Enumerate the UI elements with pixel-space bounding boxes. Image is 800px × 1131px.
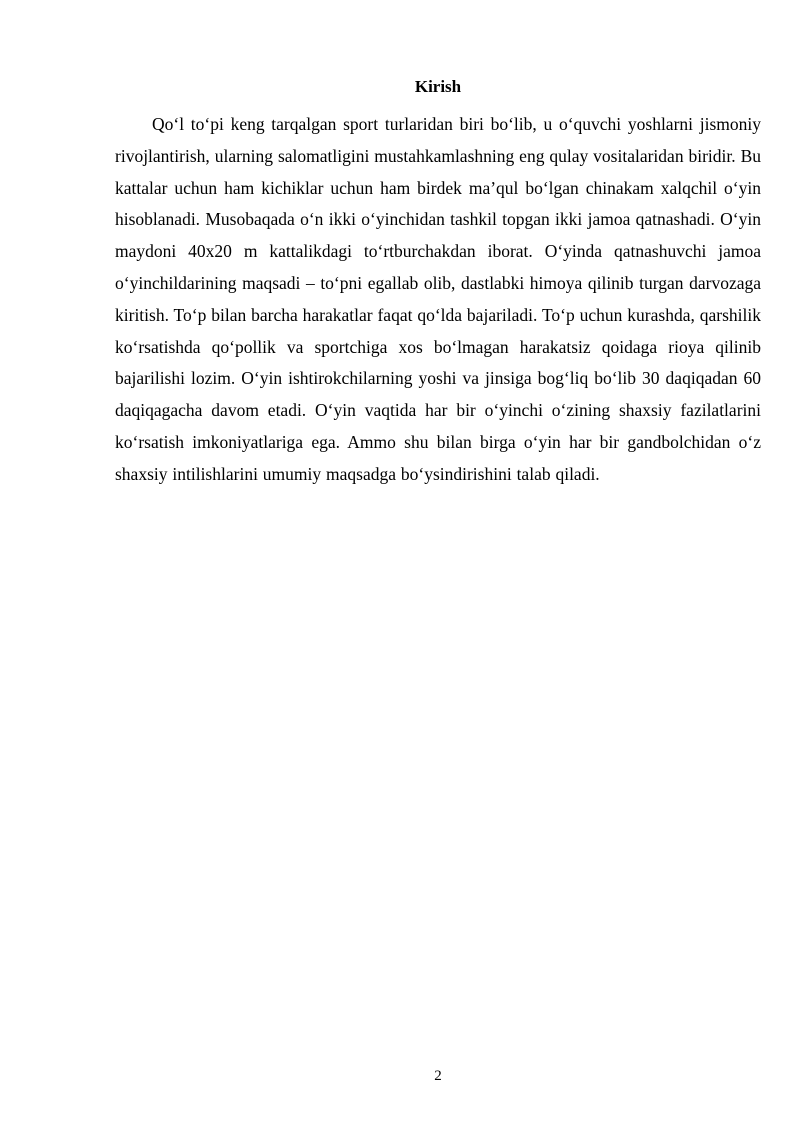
section-heading: Kirish [414,77,462,96]
body-paragraph: Qo‘l to‘pi keng tarqalgan sport turlaridan biri bo‘lib, u o‘quvchi yoshlarni jismoniy rivojlantirish, ularning salomatligini mustahkamlashning eng qulay vositalaridan biridir. Bu kattalar uchun ham kichiklar uchun ham birdek ma’qul bo‘lgan chinakam xalqchil o‘yin hisoblanadi. Musobaqada o‘n ikki o‘yinchidan tashkil topgan ikki jamoa qatnashadi. O‘yin maydoni 40x20 m kattalikdagi to‘rtburchakdan iborat. O‘yinda qatnashuvchi jamoa o‘yinchildarining maqsadi – to‘pni egallab olib, dastlabki himoya qilinib turgan darvozaga kiritish. To‘p bilan barcha harakatlar faqat qo‘lda bajariladi. To‘p uchun kurashda, qarshilik ko‘rsatishda qo‘pollik va sportchiga xos bo‘lmagan harakatsiz qoidaga rioya qilinib bajarilishi lozim. O‘yin ishtirokchilarning yoshi va jinsiga bog‘liq bo‘lib 30 daqiqadan 60 daqiqagacha davom etadi. O‘yin vaqtida har bir o‘yinchi o‘zining shaxsiy fazilatlarini ko‘rsatish imkoniyatlariga ega. Ammo shu bilan birga o‘yin har bir gandbolchidan o‘z shaxsiy intilishlarini umumiy maqsadga bo‘ysindirishini talab qiladi. [115,114,761,484]
page-number: 2 [434,1068,442,1084]
